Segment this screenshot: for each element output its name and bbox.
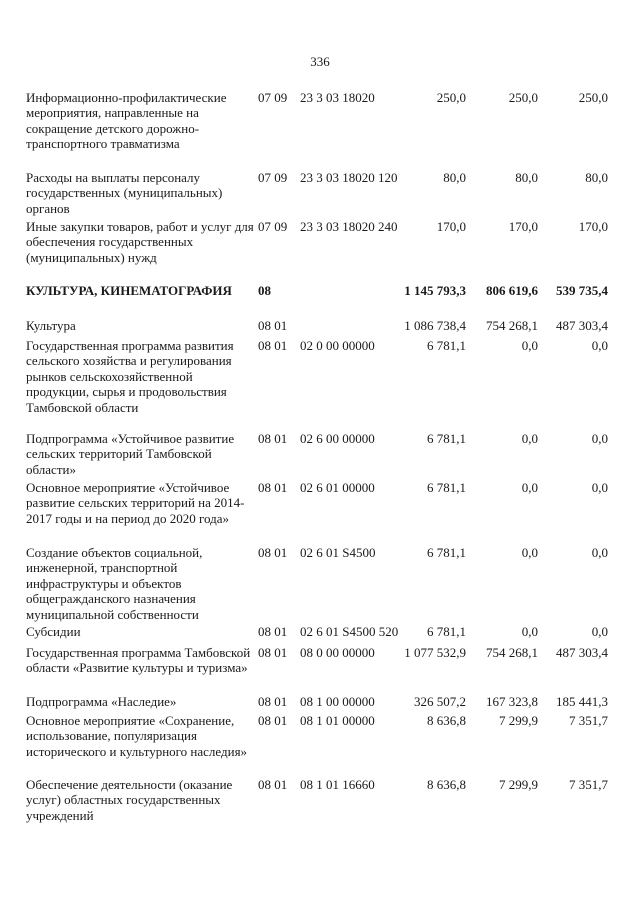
row-value-2: 0,0: [521, 545, 538, 560]
row-code: 23 3 03 18020 240: [300, 219, 398, 234]
row-name: Подпрограмма «Наследие»: [26, 694, 177, 709]
row-name: Обеспечение деятельности (оказание услуг) областных государственных учреждений: [26, 777, 233, 823]
row-value-2: 806 619,6: [486, 283, 538, 298]
row-value-3: 0,0: [591, 338, 608, 353]
row-section: 08 01: [258, 338, 288, 353]
row-value-1: 6 781,1: [427, 431, 466, 446]
row-value-3: 539 735,4: [556, 283, 608, 298]
row-value-1: 250,0: [436, 90, 466, 105]
row-value-3: 170,0: [578, 219, 608, 234]
row-code: 08 1 01 16660: [300, 777, 375, 792]
row-name: Государственная программа развития сельского хозяйства и регулирования рынков сельскохозяйственной продукции, сырья и продовольствия Тамбовской области: [26, 338, 234, 415]
row-code: 02 6 01 00000: [300, 480, 375, 495]
row-value-2: 754 268,1: [486, 318, 538, 333]
row-name: Основное мероприятие «Устойчивое развитие сельских территорий на 2014-2017 годы и на период до 2020 года»: [26, 480, 245, 526]
row-value-2: 754 268,1: [486, 645, 538, 660]
row-value-3: 7 351,7: [569, 777, 608, 792]
row-value-2: 0,0: [521, 624, 538, 639]
row-value-1: 8 636,8: [427, 713, 466, 728]
row-section: 08 01: [258, 713, 288, 728]
row-name: Государственная программа Тамбовской области «Развитие культуры и туризма»: [26, 645, 251, 676]
row-section: 08 01: [258, 318, 288, 333]
row-name: Расходы на выплаты персоналу государственных (муниципальных) органов: [26, 170, 223, 216]
row-value-1: 6 781,1: [427, 338, 466, 353]
row-name: Субсидии: [26, 624, 81, 639]
row-value-3: 185 441,3: [556, 694, 608, 709]
row-value-3: 487 303,4: [556, 645, 608, 660]
row-value-3: 0,0: [591, 480, 608, 495]
row-value-1: 6 781,1: [427, 624, 466, 639]
row-section: 08 01: [258, 480, 288, 495]
row-section: 08 01: [258, 545, 288, 560]
row-code: 23 3 03 18020 120: [300, 170, 398, 185]
row-value-2: 80,0: [515, 170, 538, 185]
row-name: Создание объектов социальной, инженерной, транспортной инфраструктуры и объектов общегражданского назначения муниципальной собственности: [26, 545, 203, 622]
row-section: 08 01: [258, 645, 288, 660]
row-name: Информационно-профилактические мероприятия, направленные на сокращение детского дорожно-транспортного травматизма: [26, 90, 227, 152]
row-value-2: 170,0: [508, 219, 538, 234]
row-code: 02 6 00 00000: [300, 431, 375, 446]
row-section: 08 01: [258, 431, 288, 446]
row-section: 08: [258, 283, 271, 298]
page-number: 336: [310, 54, 330, 69]
row-value-1: 80,0: [443, 170, 466, 185]
row-value-1: 1 086 738,4: [404, 318, 466, 333]
row-section: 07 09: [258, 90, 288, 105]
row-section: 08 01: [258, 624, 288, 639]
row-value-2: 0,0: [521, 338, 538, 353]
row-section: 08 01: [258, 694, 288, 709]
row-section: 07 09: [258, 170, 288, 185]
row-code: 02 0 00 00000: [300, 338, 375, 353]
row-value-3: 7 351,7: [569, 713, 608, 728]
row-value-1: 6 781,1: [427, 480, 466, 495]
row-value-3: 0,0: [591, 431, 608, 446]
row-code: 02 6 01 S4500 520: [300, 624, 399, 639]
row-value-2: 0,0: [521, 431, 538, 446]
row-value-2: 250,0: [508, 90, 538, 105]
row-value-1: 6 781,1: [427, 545, 466, 560]
row-code: 08 0 00 00000: [300, 645, 375, 660]
row-name: Подпрограмма «Устойчивое развитие сельских территорий Тамбовской области»: [26, 431, 235, 477]
row-value-3: 250,0: [578, 90, 608, 105]
row-value-3: 0,0: [591, 624, 608, 639]
row-value-3: 0,0: [591, 545, 608, 560]
row-section: 08 01: [258, 777, 288, 792]
row-value-1: 1 145 793,3: [404, 283, 466, 298]
row-value-1: 170,0: [436, 219, 466, 234]
row-value-2: 7 299,9: [499, 713, 538, 728]
row-value-1: 8 636,8: [427, 777, 466, 792]
row-value-2: 7 299,9: [499, 777, 538, 792]
row-name: Основное мероприятие «Сохранение, использование, популяризация исторического и культурного наследия»: [26, 713, 248, 759]
row-code: 23 3 03 18020: [300, 90, 375, 105]
row-name: КУЛЬТУРА, КИНЕМАТОГРАФИЯ: [26, 283, 232, 298]
row-code: 08 1 00 00000: [300, 694, 375, 709]
row-value-2: 0,0: [521, 480, 538, 495]
row-code: 02 6 01 S4500: [300, 545, 376, 560]
row-value-3: 487 303,4: [556, 318, 608, 333]
row-value-3: 80,0: [585, 170, 608, 185]
row-value-1: 326 507,2: [414, 694, 466, 709]
row-section: 07 09: [258, 219, 288, 234]
row-value-1: 1 077 532,9: [404, 645, 466, 660]
row-value-2: 167 323,8: [486, 694, 538, 709]
row-name: Иные закупки товаров, работ и услуг для обеспечения государственных (муниципальных) нужд: [26, 219, 254, 265]
row-name: Культура: [26, 318, 76, 333]
row-code: 08 1 01 00000: [300, 713, 375, 728]
